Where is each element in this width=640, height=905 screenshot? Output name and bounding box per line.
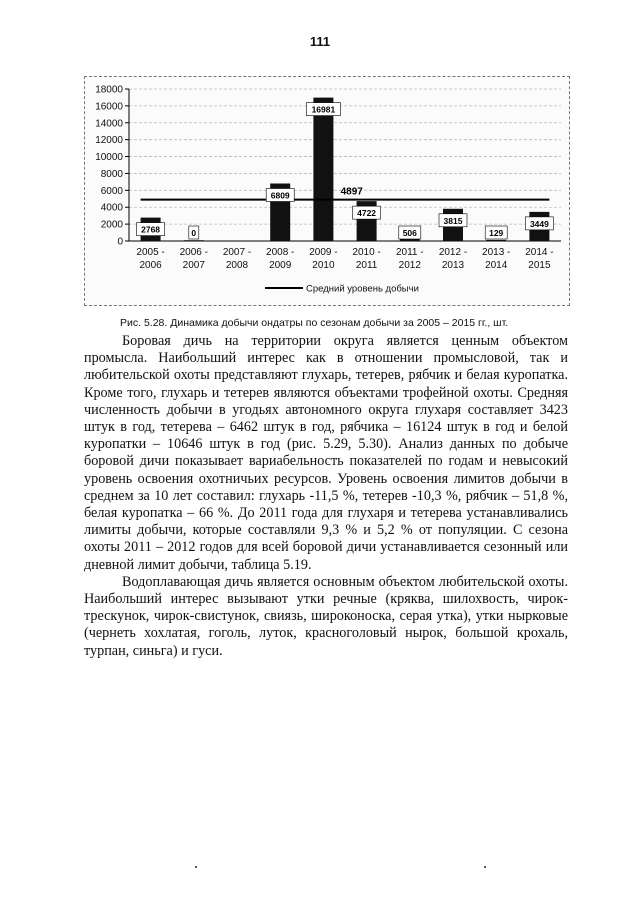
data-label: 16981: [311, 104, 336, 115]
body-text: [84, 333, 568, 660]
x-tick-label: 2006: [139, 260, 162, 271]
x-tick-label: 2015: [528, 260, 551, 271]
data-label: 6809: [270, 190, 290, 201]
data-label: 129: [489, 228, 504, 238]
x-tick-label: 2007 -: [222, 247, 252, 258]
y-tick-label: 6000: [100, 185, 123, 197]
x-tick-label: 2010 -: [352, 247, 381, 258]
x-tick-label: 2010: [312, 260, 335, 271]
x-tick-label: 2011 -: [395, 247, 424, 258]
data-label: 506: [402, 228, 417, 238]
data-label: 3815: [443, 215, 463, 226]
data-label: 2768: [141, 224, 161, 235]
bar: [184, 240, 204, 241]
y-tick-label: 8000: [100, 168, 123, 180]
x-tick-label: 2006 -: [179, 247, 208, 258]
y-tick-label: 10000: [95, 152, 123, 164]
x-tick-label: 2009: [269, 260, 292, 271]
x-tick-label: 2008: [225, 260, 249, 271]
paragraph-1: Боровая дичь на территории округа является ценным объектом промысла. Наибольший интерес как в отношении промысловой, так и любительской охоты представляют глухарь, тетерев, рябчик и белая куропатка. Кроме того, глухарь и тетерев являются объектами трофейной охоты. Средняя численность добычи в угодьях автономного округа глухаря составляет 3423 штук в год, тетерева – 6462 штук в год, рябчика – 16124 штук в год и белой куропатки – 10646 штук в год (рис. 5.29, 5.30). Анализ данных по добыче боровой дичи показывает вариабельность показателей по годам и невысокий уровень освоения охотничьих ресурсов. Уровень освоения лимитов добычи в среднем за 10 лет составил: глухарь -11,5 %, тетерев -10,3 %, рябчик – 51,8 %, белая куропатка – 66 %. До 2011 года для глухаря и тетерева устанавливались лимиты добычи, которые составляли 9,3 % и 5,2 % от популяции. С сезона охоты 2011 – 2012 годов для всей боровой дичи устанавливается сезонный или дневной лимит добычи, таблица 5.19.: [84, 333, 568, 573]
x-tick-label: 2013 -: [482, 247, 511, 258]
y-tick-label: 14000: [95, 118, 123, 130]
x-tick-label: 2011: [355, 260, 378, 271]
page-number: 111: [309, 34, 331, 49]
data-label: 4722: [357, 208, 377, 219]
bar: [313, 98, 333, 241]
data-label: 3449: [529, 218, 549, 229]
scan-speck: [484, 866, 486, 868]
x-tick-label: 2005 -: [136, 247, 165, 258]
legend-label: Средний уровень добычи: [306, 283, 419, 295]
y-tick-label: 18000: [95, 84, 123, 96]
x-tick-label: 2013: [441, 260, 465, 271]
figure-caption: Рис. 5.28. Динамика добычи ондатры по сезонам добычи за 2005 – 2015 гг., шт.: [120, 317, 509, 329]
paragraph-2: Водоплавающая дичь является основным объектом любительской охоты. Наибольший интерес вызывают утки речные (кряква, шилохвость, чирок-трескунок, чирок-свистунок, свиязь, широконоска, серая утка), утки нырковые (чернеть хохлатая, гоголь, луток, красноголовый нырок, большой крохаль, турпан, синьга) и гуси.: [84, 573, 568, 659]
y-tick-label: 12000: [95, 135, 123, 147]
chart-area: [84, 76, 570, 306]
x-tick-label: 2012 -: [438, 247, 468, 258]
average-label: 4897: [340, 186, 363, 198]
x-tick-label: 2009 -: [309, 247, 338, 258]
x-tick-label: 2014 -: [525, 247, 554, 258]
data-label: 0: [191, 228, 197, 238]
bar-chart: [85, 77, 569, 305]
x-tick-label: 2014: [485, 260, 508, 271]
x-tick-label: 2007: [182, 260, 205, 271]
y-tick-label: 4000: [100, 202, 123, 214]
y-tick-label: 0: [117, 236, 123, 248]
x-tick-label: 2012: [398, 260, 421, 271]
scan-speck: [195, 866, 197, 868]
y-tick-label: 2000: [100, 219, 123, 231]
x-tick-label: 2008 -: [266, 247, 295, 258]
y-tick-label: 16000: [95, 101, 123, 113]
bar: [486, 240, 506, 241]
